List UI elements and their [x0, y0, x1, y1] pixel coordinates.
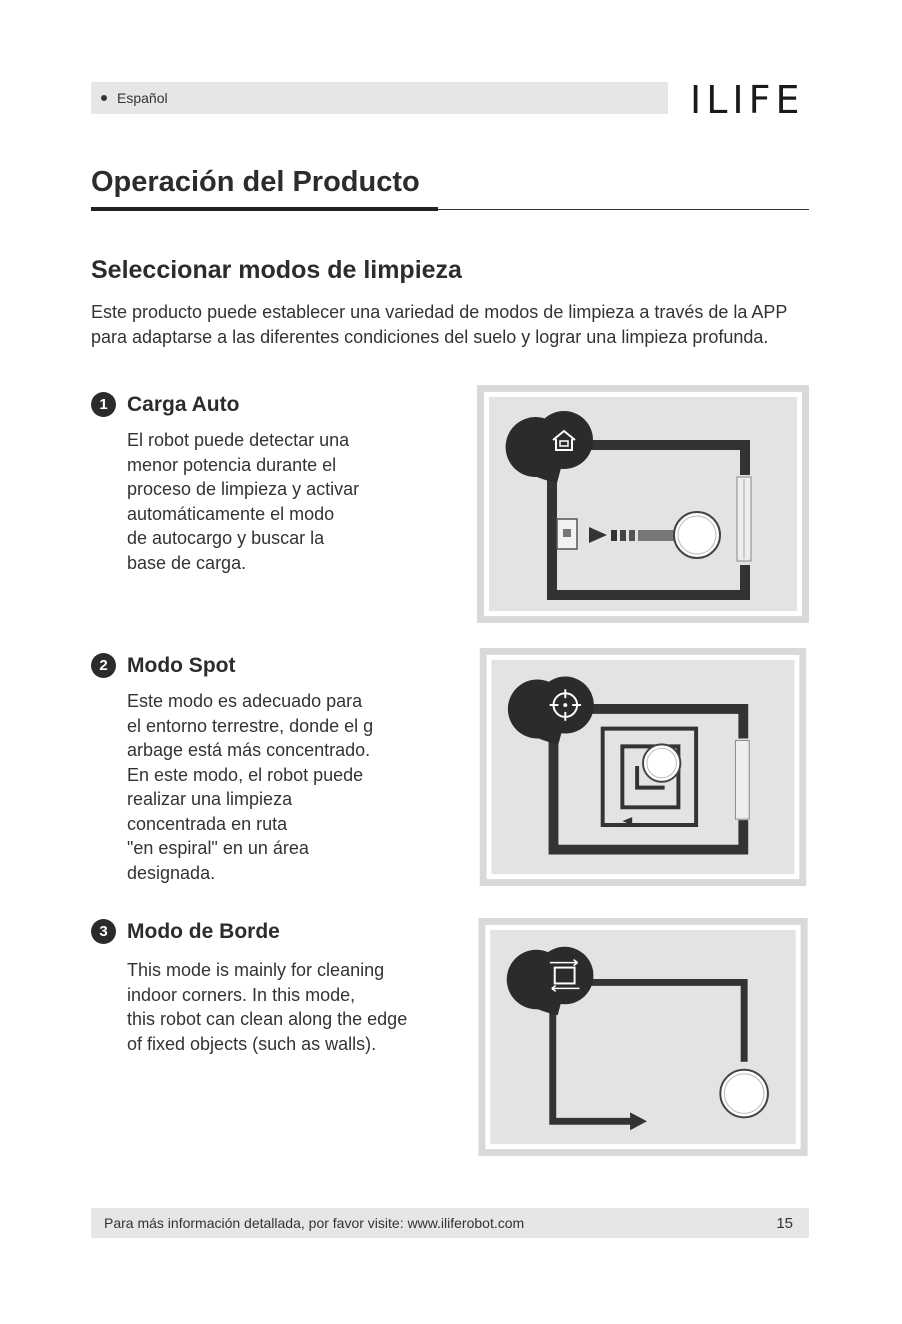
mode-description: El robot puede detectar una menor potencia durante el proceso de limpieza y activar automáticamente el modo de autocargo y buscar la base de carga.	[127, 430, 360, 573]
page-number: 15	[776, 1214, 793, 1232]
edge-mode-illustration	[477, 918, 809, 1156]
title-underline	[91, 207, 438, 211]
mode-description: This mode is mainly for cleaning indoor corners. In this mode, this robot can clean along the edge of fixed objects (such as walls).	[127, 960, 408, 1054]
footer-text: Para más información detallada, por favor visite: www.iliferobot.com	[104, 1215, 525, 1231]
footer-bar	[91, 1208, 809, 1238]
mode-heading-spot	[91, 653, 235, 678]
mode-description: Este modo es adecuado para el entorno terrestre, donde el g arbage está más concentrado. En este modo, el robot puede realizar una limpieza concentrada en ruta "en espiral" en un área designada.	[127, 691, 374, 883]
edge-icon	[536, 947, 594, 1005]
mode-title: Modo de Borde	[127, 919, 280, 943]
spot-mode-illustration	[477, 648, 809, 886]
mode-number-badge: 1	[91, 392, 116, 417]
mode-number-badge: 2	[91, 653, 116, 678]
brand-logo: ILIFE	[690, 78, 805, 122]
language-bar	[91, 82, 668, 114]
auto-charge-illustration	[477, 385, 809, 623]
mode-title: Carga Auto	[127, 392, 240, 416]
section-intro: Este producto puede establecer una variedad de modos de limpieza a través de la APP para adaptarse a las diferentes condiciones del suelo y lograr una limpieza profunda.	[91, 302, 788, 347]
page-title: Operación del Producto	[91, 166, 420, 198]
mode-number-badge: 3	[91, 919, 116, 944]
mode-heading-edge	[91, 919, 280, 944]
mode-title: Modo Spot	[127, 653, 236, 677]
language-label: Español	[117, 90, 168, 106]
bullet-icon	[101, 95, 107, 101]
mode-heading-auto-charge	[91, 392, 239, 417]
section-title: Seleccionar modos de limpieza	[91, 256, 462, 284]
